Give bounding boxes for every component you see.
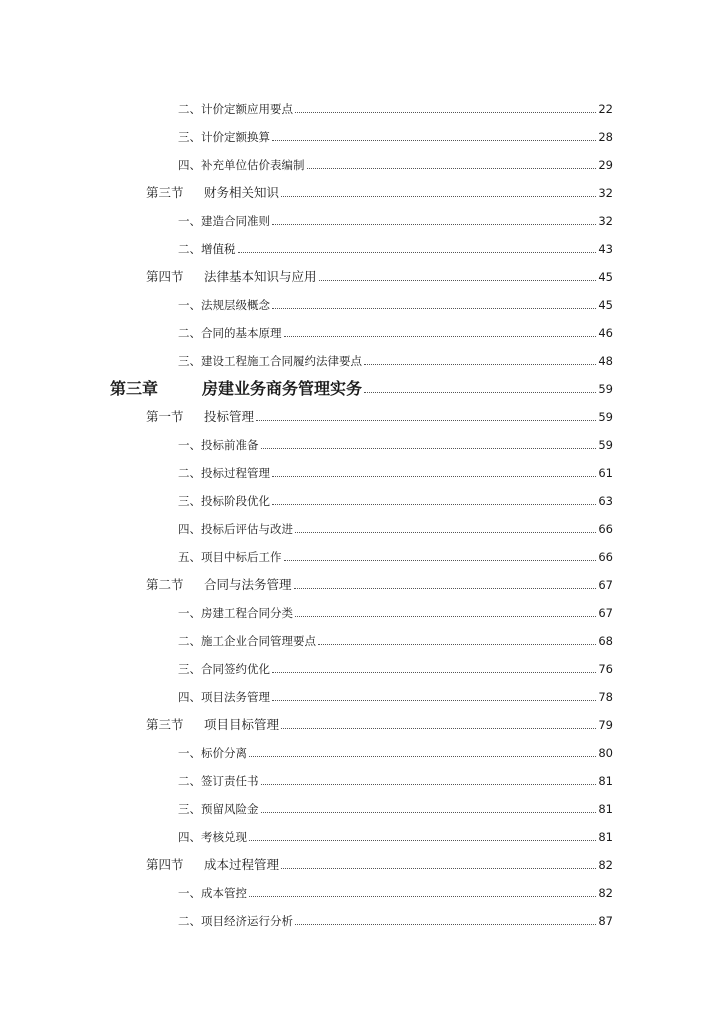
toc-entry-page-number: 22 [598,102,613,116]
dot-leader [294,587,597,589]
toc-entry-page-number: 59 [598,438,613,452]
toc-entry-label [178,494,270,508]
toc-subsection-entry[interactable] [0,904,724,932]
toc-entry-label [178,102,293,116]
toc-entry-number: 第一节 [146,409,184,424]
toc-subsection-entry[interactable] [0,204,724,232]
toc-entry-page-number: 82 [598,858,613,872]
dot-leader [318,643,596,645]
dot-leader [256,419,596,421]
toc-entry-page-number: 67 [598,606,613,620]
toc-entry-page-number: 46 [598,326,613,340]
toc-entry-title: 二、项目经济运行分析 [178,914,293,928]
toc-subsection-entry[interactable] [0,92,724,120]
toc-entry-title: 一、投标前准备 [178,438,259,452]
dot-leader [249,895,596,897]
toc-section-entry[interactable] [0,848,724,876]
toc-subsection-entry[interactable] [0,680,724,708]
dot-leader [295,923,596,925]
toc-subsection-entry[interactable] [0,792,724,820]
toc-entry-title: 三、合同签约优化 [178,662,270,676]
toc-subsection-entry[interactable] [0,512,724,540]
toc-entry-label [146,858,279,872]
toc-entry-number: 第四节 [146,857,184,872]
toc-subsection-entry[interactable] [0,288,724,316]
toc-entry-label [178,802,259,816]
toc-section-entry[interactable] [0,260,724,288]
toc-entry-page-number: 81 [598,830,613,844]
toc-entry-title: 法律基本知识与应用 [204,269,317,284]
toc-entry-number: 第三节 [146,717,184,732]
dot-leader [281,195,596,197]
toc-entry-number: 第四节 [146,269,184,284]
dot-leader [249,839,596,841]
toc-entry-page-number: 63 [598,494,613,508]
dot-leader [261,811,597,813]
table-of-contents [0,92,724,932]
toc-entry-page-number: 45 [598,270,613,284]
toc-subsection-entry[interactable] [0,764,724,792]
toc-entry-label [178,158,305,172]
toc-entry-title: 二、计价定额应用要点 [178,102,293,116]
toc-entry-page-number: 43 [598,242,613,256]
toc-entry-title: 四、项目法务管理 [178,690,270,704]
toc-entry-label [146,718,279,732]
dot-leader [272,503,596,505]
toc-entry-title: 投标管理 [204,409,255,424]
toc-entry-title: 二、投标过程管理 [178,466,270,480]
toc-entry-label [178,298,270,312]
toc-section-entry[interactable] [0,400,724,428]
toc-subsection-entry[interactable] [0,316,724,344]
toc-entry-page-number: 81 [598,802,613,816]
toc-entry-page-number: 82 [598,886,613,900]
toc-entry-title: 三、预留风险金 [178,802,259,816]
toc-entry-title: 三、计价定额换算 [178,130,270,144]
toc-entry-page-number: 32 [598,214,613,228]
dot-leader [284,335,597,337]
toc-entry-label [178,438,259,452]
dot-leader [295,615,596,617]
toc-entry-label [110,379,363,398]
toc-entry-page-number: 61 [598,466,613,480]
toc-entry-label [178,242,236,256]
toc-entry-label [178,130,270,144]
toc-subsection-entry[interactable] [0,876,724,904]
toc-entry-label [146,578,292,592]
toc-subsection-entry[interactable] [0,232,724,260]
toc-entry-title: 财务相关知识 [204,185,280,200]
toc-subsection-entry[interactable] [0,652,724,680]
toc-entry-title: 二、增值税 [178,242,236,256]
dot-leader [261,783,597,785]
toc-entry-title: 房建业务商务管理实务 [202,379,363,398]
toc-entry-label [178,214,270,228]
dot-leader [364,363,596,365]
toc-entry-title: 四、考核兑现 [178,830,247,844]
toc-section-entry[interactable] [0,176,724,204]
toc-subsection-entry[interactable] [0,484,724,512]
toc-entry-label [178,830,247,844]
dot-leader [319,279,597,281]
toc-subsection-entry[interactable] [0,540,724,568]
toc-entry-label [178,606,293,620]
toc-subsection-entry[interactable] [0,428,724,456]
toc-subsection-entry[interactable] [0,344,724,372]
toc-entry-title: 合同与法务管理 [204,577,292,592]
dot-leader [281,727,596,729]
toc-entry-label [146,410,254,424]
toc-entry-label [178,634,316,648]
toc-chapter-entry[interactable] [0,372,724,400]
toc-entry-label [178,354,362,368]
toc-subsection-entry[interactable] [0,736,724,764]
toc-entry-page-number: 29 [598,158,613,172]
toc-entry-label [178,914,293,928]
dot-leader [272,223,596,225]
toc-subsection-entry[interactable] [0,456,724,484]
toc-entry-page-number: 79 [598,718,613,732]
dot-leader [272,139,596,141]
dot-leader [364,391,596,393]
toc-entry-page-number: 80 [598,746,613,760]
toc-entry-label [146,270,317,284]
toc-entry-label [178,774,259,788]
toc-entry-page-number: 78 [598,690,613,704]
dot-leader [261,447,597,449]
toc-entry-title: 成本过程管理 [204,857,280,872]
toc-entry-title: 二、签订责任书 [178,774,259,788]
toc-entry-number: 第三节 [146,185,184,200]
toc-entry-page-number: 45 [598,298,613,312]
dot-leader [272,671,596,673]
toc-subsection-entry[interactable] [0,820,724,848]
toc-entry-page-number: 67 [598,578,613,592]
toc-entry-number: 第二节 [146,577,184,592]
toc-entry-title: 三、建设工程施工合同履约法律要点 [178,354,362,368]
toc-entry-page-number: 76 [598,662,613,676]
toc-entry-title: 一、建造合同准则 [178,214,270,228]
toc-entry-label [178,662,270,676]
toc-entry-title: 四、补充单位估价表编制 [178,158,305,172]
dot-leader [295,531,596,533]
dot-leader [272,699,596,701]
dot-leader [249,755,596,757]
toc-entry-title: 二、合同的基本原理 [178,326,282,340]
toc-entry-title: 一、成本管控 [178,886,247,900]
toc-entry-page-number: 48 [598,354,613,368]
dot-leader [238,251,597,253]
toc-entry-label [178,550,282,564]
toc-entry-label [178,690,270,704]
toc-entry-title: 一、法规层级概念 [178,298,270,312]
toc-subsection-entry[interactable] [0,596,724,624]
toc-entry-page-number: 32 [598,186,613,200]
toc-entry-page-number: 66 [598,550,613,564]
toc-entry-label [178,466,270,480]
toc-entry-page-number: 81 [598,774,613,788]
toc-section-entry[interactable] [0,708,724,736]
toc-entry-title: 一、房建工程合同分类 [178,606,293,620]
toc-entry-label [178,522,293,536]
toc-entry-page-number: 28 [598,130,613,144]
toc-entry-title: 项目目标管理 [204,717,280,732]
toc-entry-label [178,326,282,340]
toc-entry-label [146,186,279,200]
toc-entry-label [178,746,247,760]
toc-entry-title: 三、投标阶段优化 [178,494,270,508]
toc-entry-title: 一、标价分离 [178,746,247,760]
dot-leader [307,167,597,169]
dot-leader [272,475,596,477]
toc-subsection-entry[interactable] [0,624,724,652]
toc-entry-page-number: 59 [598,382,613,396]
dot-leader [284,559,597,561]
toc-entry-title: 四、投标后评估与改进 [178,522,293,536]
toc-subsection-entry[interactable] [0,148,724,176]
toc-section-entry[interactable] [0,568,724,596]
toc-entry-page-number: 87 [598,914,613,928]
dot-leader [272,307,596,309]
toc-subsection-entry[interactable] [0,120,724,148]
toc-entry-number: 第三章 [110,379,159,398]
toc-entry-label [178,886,247,900]
dot-leader [295,111,596,113]
dot-leader [281,867,596,869]
toc-entry-title: 五、项目中标后工作 [178,550,282,564]
toc-entry-page-number: 68 [598,634,613,648]
toc-entry-title: 二、施工企业合同管理要点 [178,634,316,648]
toc-entry-page-number: 66 [598,522,613,536]
toc-entry-page-number: 59 [598,410,613,424]
